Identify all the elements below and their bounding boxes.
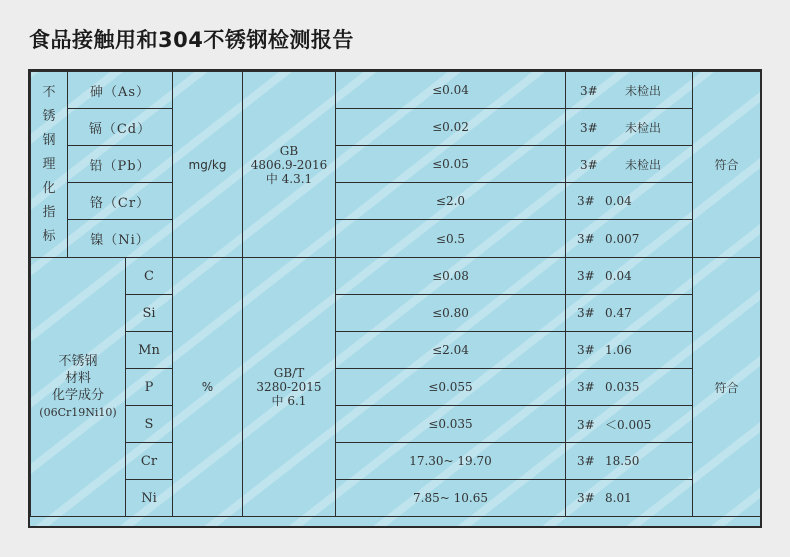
table-row <box>31 109 761 146</box>
element-cell: Ni <box>126 480 173 517</box>
limit-cell: ≤0.02 <box>336 109 566 146</box>
result-cell: 3# 未检出 <box>566 72 693 109</box>
table-row <box>31 258 761 295</box>
limit-cell: 17.30~ 19.70 <box>336 443 566 480</box>
table-row <box>31 369 761 406</box>
result-cell: 3# 未检出 <box>566 109 693 146</box>
result-cell: 3# 0.04 <box>566 258 693 295</box>
result-cell: 3# 0.04 <box>566 183 693 220</box>
table-row <box>31 220 761 258</box>
limit-cell: 7.85~ 10.65 <box>336 480 566 517</box>
item-cell: 镉（Cd） <box>68 109 173 146</box>
result-cell: 3# 1.06 <box>566 332 693 369</box>
limit-cell: ≤0.035 <box>336 406 566 443</box>
limit-cell: ≤2.0 <box>336 183 566 220</box>
table-row <box>31 332 761 369</box>
element-cell: Cr <box>126 443 173 480</box>
standard-cell: GB/T 3280-2015 中 6.1 <box>243 258 336 517</box>
element-cell: Si <box>126 295 173 332</box>
element-cell: Mn <box>126 332 173 369</box>
judgement-cell: 符合 <box>693 258 761 517</box>
result-cell: 3# ＜0.005 <box>566 406 693 443</box>
result-cell: 3# 8.01 <box>566 480 693 517</box>
test-report-table <box>28 69 762 528</box>
table-row <box>31 443 761 480</box>
table-row <box>31 406 761 443</box>
judgement-cell: 符合 <box>693 72 761 258</box>
limit-cell: ≤0.5 <box>336 220 566 258</box>
unit-cell: mg/kg <box>173 72 243 258</box>
category-cell: 不锈钢理化指标 <box>31 72 68 258</box>
limit-cell: ≤0.055 <box>336 369 566 406</box>
item-cell: 镍（Ni） <box>68 220 173 258</box>
element-cell: S <box>126 406 173 443</box>
limit-cell: ≤0.04 <box>336 72 566 109</box>
table-row <box>31 146 761 183</box>
result-cell: 3# 0.007 <box>566 220 693 258</box>
result-cell: 3# 0.035 <box>566 369 693 406</box>
standard-cell: GB 4806.9-2016 中 4.3.1 <box>243 72 336 258</box>
item-cell: 铬（Cr） <box>68 183 173 220</box>
results-table <box>30 71 761 517</box>
table-row <box>31 183 761 220</box>
item-cell: 铅（Pb） <box>68 146 173 183</box>
limit-cell: ≤0.08 <box>336 258 566 295</box>
result-cell: 3# 0.47 <box>566 295 693 332</box>
result-cell: 3# 18.50 <box>566 443 693 480</box>
limit-cell: ≤0.05 <box>336 146 566 183</box>
element-cell: C <box>126 258 173 295</box>
unit-cell: % <box>173 258 243 517</box>
table-row <box>31 295 761 332</box>
limit-cell: ≤0.80 <box>336 295 566 332</box>
item-cell: 砷（As） <box>68 72 173 109</box>
element-cell: P <box>126 369 173 406</box>
report-title: 食品接触用和304不锈钢检测报告 <box>29 28 354 52</box>
limit-cell: ≤2.04 <box>336 332 566 369</box>
table-row <box>31 72 761 109</box>
category-cell: 不锈钢 材料 化学成分 (06Cr19Ni10) <box>31 258 126 517</box>
table-row <box>31 480 761 517</box>
result-cell: 3# 未检出 <box>566 146 693 183</box>
